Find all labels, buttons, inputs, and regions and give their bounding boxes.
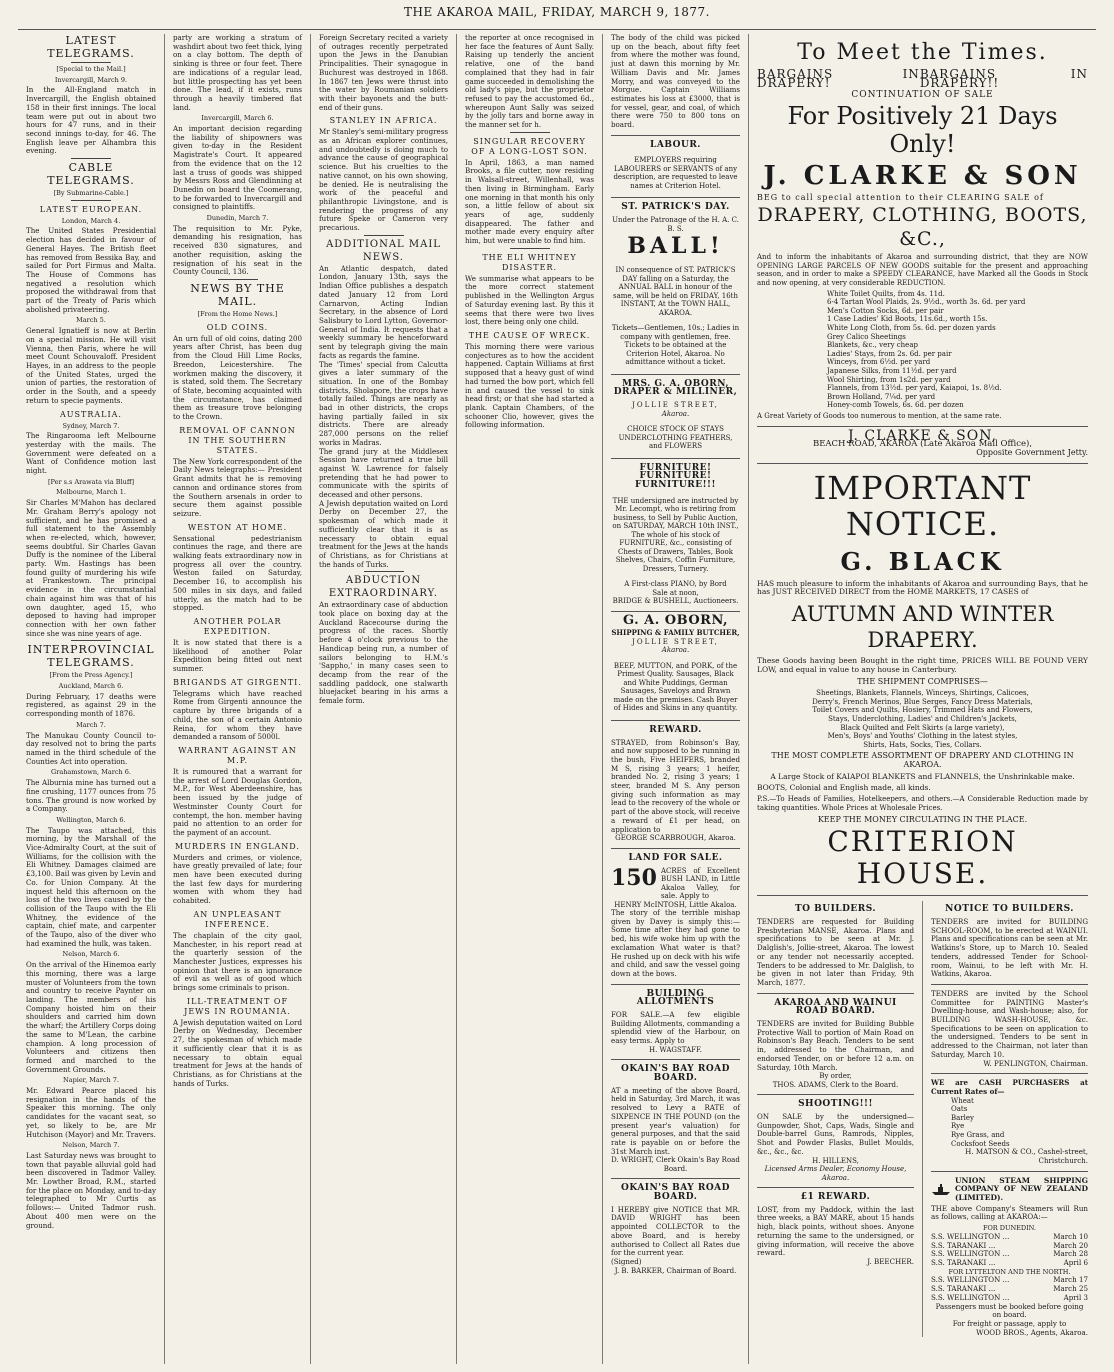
sailing-date: March 25 [1053, 1284, 1088, 1294]
masthead: THE AKAROA MAIL, FRIDAY, MARCH 9, 1877. [0, 0, 1114, 30]
article-text: During February, 17 deaths were registered, as against 29 in the corresponding month of 1876. [26, 691, 156, 719]
advertiser-name: D. WRIGHT, Clerk Okain's Bay Road Board. [611, 1156, 740, 1173]
article-text: An extraordinary case of abduction took place on boxing day at the Auckland Racecourse during the progress of the races. Shortly before 4 o'clock previous to the Handicap being run, a number of sailors belonging to H.M.'s 'Sappho,' in many cases seen to decamp from the rear of the saddling paddock, one stalwarth bluejacket bearing in his arms a female form. [319, 600, 448, 706]
section-heading: ILL-TREATMENT OF JEWS IN ROUMANIA. [184, 996, 291, 1016]
divider [931, 984, 1088, 985]
ad-text: TENDERS are invited for Building Bubble Protective Wall to portion of Main Road on Robinson's Bay Beach. Tenders to be sent in, addressed to the Chairman, and endorsed Tender, on or before 12 a.m. on Saturday, 10th March. [757, 1019, 914, 1072]
sailing-date: April 6 [1063, 1258, 1088, 1267]
article-text: party are working a stratum of washdirt about two feet thick, lying on a clay bottom. The depth of sinking is three or four feet. There are indications of a regular lead, but little prospecting has yet been done. The lead, if it exists, runs through a heavily timbered flat land. [173, 34, 302, 112]
divider [611, 197, 740, 198]
wainui-heading: AKAROA AND WAINUI ROAD BOARD. [774, 997, 897, 1017]
article-text: On the arrival of the Hinemoa early this morning, there was a large muster of Volunteers from the town and country to receive Paynter on landing. The members of his Company hoisted him on their shoulders and carried him down the wharf; the Artillery Corps doing the same to M'Lean, the carbine champion. A long procession of Volunteers and citizens then formed and marched to the Government Grounds. [26, 960, 156, 1074]
sale-text: Sale at noon, [652, 588, 699, 597]
ad-text: BEEF, MUTTON, and PORK, of the Primest Quality. Sausages, Black and White Puddings, German Sausages, Saveloys and Brawn made on the premises. Cash Buyer of Hides and Skins in any quantity. [613, 661, 738, 713]
section-heading: OLD COINS. [206, 322, 269, 332]
divider [71, 200, 111, 201]
article-text: In April, 1863, a man named Brooks, a file cutter, now residing in Walsall-street, Willenhall, was then living in Birmingham. Early one morning in that month his only son, a little fellow of about six years of age, suddenly disappeared. The father and mother made every enquiry after him, but were unable to find him. [465, 157, 594, 246]
ball-heading: BALL! [627, 233, 724, 260]
ad-text: THE above Company's Steamers will Run as follows, calling at AKAROA:— [931, 1203, 1088, 1222]
furniture-heading: FURNITURE! FURNITURE! FURNITURE!!! [635, 462, 716, 490]
article-text: It is now stated that there is a likelihood of another Polar Expedition being fitted out next summer. [173, 637, 302, 674]
dunedin-schedule [931, 1233, 1088, 1268]
builders-heading: TO BUILDERS. [794, 904, 877, 915]
article-text: An Atlantic despatch, dated London, January 13th, says the Indian Office publishes a despatch dated January 12 from Lord Carnarvon, Acting Indian Secretary, in the absence of Lord Salisbury to Lord Lytton, Governor-General of India. It requests that a weekly summary be henceforward sent by telegraph giving the main facts as regards the famine. [319, 263, 448, 360]
advertiser-name: H. HILLENS, [812, 1156, 859, 1165]
bargains-line [757, 67, 1088, 90]
clarke-name: J. CLARKE & SON, [848, 427, 997, 444]
section-heading: THE ELI WHITNEY DISASTER. [482, 252, 577, 272]
bargains-right: BARGAINS IN DRAPERY!! [919, 67, 1088, 90]
article-text: Telegrams which have reached Rome from Girgenti announce the capture by three brigands of a child, the son of a certain Antonio Reina, for whom they have demanded a ransom of 5000l. [173, 688, 302, 742]
list-item: White Toilet Quilts, from 4s. 11d. [827, 289, 945, 298]
article-text: Last Saturday news was brought to town that payable alluvial gold had been discovered in Tadmor Valley. Mr. Lowther Broad, R.M., started for the place on Monday, and to-day telegraphed to Mr Curtis as follows:— United Tadmor rush. About 400 men were on the ground. [26, 1150, 156, 1230]
ad-text: These Goods having been Bought in the right time, PRICES WILL BE FOUND VERY LOW, and equal in value to any house in Canterbury. [757, 656, 1088, 674]
dateline: March 7. [76, 720, 106, 729]
boots-text: BOOTS, Colonial and English made, all kinds. [757, 782, 931, 792]
section-heading: WESTON AT HOME. [187, 522, 288, 532]
for-lyttelton-heading: FOR LYTTELTON AND THE NORTH. [948, 1267, 1071, 1276]
article-text: An urn full of old coins, dating 200 years after Christ, has been dug from the Cloud Hill Lime Rocks, Breedon, Leicestershire. The workmen making the discovery, it is stated, sold them. The Secretary of State, becoming acquainted with the circumstance, has claimed them as treasure trove belonging to the Crown. [173, 333, 302, 422]
article-text: Sensational pedestrianism continues the rage, and there are walking feats extraordinary now in progress all over the country. Weston failed on Saturday, December 16, to accomplish his 500 miles in six days, and failed utterly, as the match had to be stopped. [173, 533, 302, 613]
union-heading: UNION STEAM SHIPPING COMPANY OF NEW ZEALAND (LIMITED). [955, 1175, 1088, 1203]
advertiser-name: W. PENLINGTON, Chairman. [983, 1058, 1088, 1068]
column-5 [602, 34, 748, 1364]
article-text: The story of the terrible mishap given by Davey is simply this:—Some time after they had gone to bed, his wife woke him up with the exclamation What water is that? He rushed up on deck with his wife and child, and saw the vessel going down at the bows. [611, 908, 740, 978]
criterion-title: CRITERION HOUSE. [827, 825, 1018, 891]
divider [611, 848, 740, 849]
list-item: 6-4 Tartan Wool Plaids, 2s. 9½d., worth 3s. 6d. per yard [827, 298, 1026, 307]
article-text: In the All-England match in Invercargill, the English obtained 158 in their first innings. The local team were put out in about two hours for 47 runs, and in their second innings to-day, for 46. The English leave per Alhambra this evening. [26, 85, 156, 156]
divider [757, 895, 1088, 896]
divider [757, 463, 1088, 464]
schedule-row [931, 1259, 1088, 1268]
ad-text: HAS much pleasure to inform the inhabitants of Akaroa and surrounding Bays, that he has JUST RECEIVED DIRECT from the HOME MARKETS, 17 CASES of [757, 578, 1088, 597]
lyttelton-schedule [931, 1276, 1088, 1302]
list-item: Stays, Underclothing, Ladies' and Children's Jackets, [828, 715, 1017, 724]
article-text: The requisition to Mr. Pyke, demanding his resignation, has received 830 signatures, and another requisition, asking the resignation of his seat in the County Council, 136. [173, 223, 302, 277]
ad-text: IN consequence of ST. PATRICK'S DAY falling on a Saturday, the ANNUAL BALL in honour of the same, will be held on FRIDAY, 16th INSTANT, At the TOWN HALL, AKAROA. [613, 266, 738, 317]
list-item: Derry's, French Merinos, Blue Serges, Fancy Dress Materials, [812, 697, 1033, 706]
ad-text: AT a meeting of the above Board, held in Saturday, 3rd March, it was resolved to Levy a RATE of SIXPENCE IN THE POUND (on the present year's valuation) for general purposes, and that the said rate is payable on or before the 31st March inst. [611, 1085, 740, 1156]
article-text: Sir Charles M'Mahon has declared Mr. Graham Berry's apology not sufficient, and he has promised a full statement to the Assembly when re-elected, which, however, seems doubtful. Sir Charles Gavan Duffy is the nominee of the Liberal party. Wm. Hastings has been found guilty of murdering his wife at Frankestown. The principal evidence in the circumstantial chain against him was that of his own daughter, aged 15, who deposed to having had improper connection with her own father since she was nine years of age. [26, 498, 156, 638]
union-header [931, 1177, 1088, 1203]
australia-heading: AUSTRALIA. [60, 409, 122, 419]
list-item: Ladies' Stays, from 2s. 6d. per pair [827, 349, 952, 358]
for-dunedin-heading: FOR DUNEDIN. [982, 1224, 1037, 1233]
dateline: London, March 4. [61, 216, 121, 225]
ad-text: FOR SALE.—A few eligible Building Allotments, commanding a splendid view of the Harbour, on easy terms. Apply to [611, 1010, 740, 1046]
opposite-text: Opposite Government Jetty. [976, 448, 1088, 458]
dateline: Nelson, March 7. [62, 1141, 120, 1150]
news-tag: [From the Home News.] [197, 309, 278, 318]
list-item: Rye Grass, and [951, 1131, 1005, 1140]
press-tag: [From the Press Agency.] [49, 671, 133, 680]
ad-text: ACRES of Excellent BUSH LAND, in Little Akaloa Valley, for sale. Apply to [660, 866, 740, 900]
article-text: The Taupo was attached, this morning, by the Marshall of the Vice-Admiralty Court, at the suit of Williams, for the collision with the Eli Whitney. Damages claimed are £3,100. Bail was given by Levin and Co. for Union Company. At the inquest held this afternoon on the loss of the two lives caused by the collision of the Taupo with the Eli Whitney, the evidence of the captain, chief mate, and carpenter of the Taupo, also of the diver who had examined the hulk, was taken. [26, 825, 156, 948]
list-item: Wool Shirting, from 1s2d. per yard [827, 375, 951, 384]
article-text: The body of the child was picked up on the beach, about fifty feet from where the mother was found, just at dawn this morning by Mr. William Davis and Mr. James Morry, and was conveyed to the Morgue. Captain Williams estimates his loss at £3000, that is for vessel, gear, and coal, of which there were 750 to 800 tons on board. [611, 34, 740, 130]
article-text: Foreign Secretary recited a variety of outrages recently perpetrated upon the Jews in the Danubian Principalities. Their synagogue in Buchurest was destroyed in 1868. In 1867 ten Jews were thrust into the water by Roumanian soldiers with their bayonets and the butt-end of their guns. [319, 34, 448, 112]
continuation-text: CONTINUATION OF SALE [851, 90, 994, 101]
section-heading: AN UNPLEASANT INFERENCE. [193, 909, 282, 929]
butcher-text: SHIPPING & FAMILY BUTCHER, [611, 628, 740, 638]
sailing-date: April 3 [1063, 1292, 1088, 1302]
variety-text: A Great Variety of Goods too numerous to mention, at the same rate. [757, 411, 1002, 420]
list-item: Brown Holland, 7¼d. per yard [827, 392, 936, 401]
sailing-date: March 20 [1053, 1240, 1088, 1250]
list-item: Shirts, Hats, Socks, Ties, Collars. [863, 740, 982, 749]
advertiser-name: GEORGE SCARBROUGH, Akaroa. [615, 834, 736, 843]
list-item: Wheat [951, 1096, 974, 1105]
grains-list [931, 1097, 1088, 1149]
list-item: Oats [951, 1105, 968, 1114]
list-item: Sheetings, Blankets, Flannels, Winceys, Shirtings, Calicoes, [816, 689, 1029, 698]
article-text: It is rumoured that a warrant for the arrest of Lord Douglas Gordon, M.P., for West Aberdeenshire, has been issued by the judge of Westminster County Court for contempt, the hon. member having paid no attention to an order for the payment of an account. [173, 767, 302, 837]
dateline: Napier, March 7. [63, 1076, 119, 1085]
complete-text: THE MOST COMPLETE ASSORTMENT OF DRAPERY AND CLOTHING IN AKAROA. [771, 751, 1074, 770]
ship-name: S.S. TARANAKI ... [931, 1258, 996, 1267]
divider [364, 571, 404, 572]
dateline: Invercargill, March 6. [201, 114, 274, 123]
meet-the-times-title: To Meet the Times. [797, 40, 1048, 65]
ad-text: WE are CASH PURCHASERS at Current Rates of— [931, 1078, 1088, 1096]
article-text: An important decision regarding the liability of shipowners was given to-day in the Resident Magistrate's Court. It appeared from the evidence that on the 12 last a truss of goods was shipped by Messrs Ross and Glendinning at Dunedin on board the Coomerang, to be forwarded to Invercargill and consigned to plaintiffs. [173, 124, 302, 212]
article-text: The 'Times' special from Calcutta gives a later summary of the situation. In one of the Bombay districts, Sholapore, the crops have totally failed. Things are nearly as bad in other districts, the crops having partially failed in six districts. There are already 287,000 persons on the relief works in Madras. [319, 359, 448, 447]
sailing-date: March 10 [1053, 1231, 1088, 1241]
list-item: Japanese Silks, from 11½d. per yard [827, 366, 957, 375]
list-item: Cocksfoot Seeds [951, 1139, 1010, 1148]
ad-text: CHOICE STOCK OF STAYS UNDERCLOTHING FEATHERS, and FLOWERS [618, 425, 733, 451]
article-text: A Jewish deputation waited on Lord Derby on Wednesday, December 27, the spokesman of which made it sufficiently clear that it is as necessary to obtain equal treatment for Jews at the hands of Christians, as for Christians at the hands of Turks. [173, 1017, 302, 1088]
special-tag: [Special to the Mail.] [56, 65, 126, 73]
list-item: Honey-comb Towels, 6s. 6d. per dozen [827, 401, 964, 410]
dateline: Auckland, March 6. [58, 682, 124, 691]
beg-text: BEG to call special attention to their CLEARING SALE of [757, 193, 1044, 203]
ad-text: And to inform the inhabitants of Akaroa and surrounding district, that they are NOW OPENING LARGE PARCELS OF NEW GOODS suitable for the present and approaching season, and in order to make a SPEEDY CLEARANCE, have Marked all the Goods in Stock and now opening, at very considerable REDUCTION. [757, 252, 1088, 287]
list-item: Blankets, &c., very cheap [827, 341, 918, 350]
divider [364, 235, 404, 236]
reward-heading: £1 REWARD. [800, 1192, 871, 1203]
advertiser-name: WOOD BROS., Agents, Akaroa. [976, 1327, 1088, 1337]
advertiser-name: THOS. ADAMS, Clerk to the Board. [772, 1080, 899, 1089]
list-item: Rye [951, 1122, 965, 1131]
piano-text: A First-class PIANO, by Bord [624, 580, 727, 589]
okain-heading: OKAIN'S BAY ROAD BOARD. [621, 1064, 730, 1084]
bargains-left: BARGAINS IN DRAPERY! [757, 67, 920, 90]
article-text: Mr. Edward Pearce placed his resignation in the hands of the Speaker this morning. The only candidates for the vacant seat, so yet, so likely to be, are Mr Hutchison (Mayor) and Mr. Travers. [26, 1086, 156, 1139]
list-item: Black Quilted and Felt Skirts (a large variety), [840, 723, 1005, 732]
clarke-title: J. CLARKE & SON [763, 161, 1082, 192]
divider [611, 374, 740, 375]
ad-text: ON SALE by the undersigned— Gunpowder, Shot, Caps, Wads, Single and Double-barrel Guns, Ramrods, Nipples, Shot and Powder Flasks, Bullet Moulds, &c., &c., &c. [757, 1112, 914, 1156]
list-item: 1 Case Ladies' Kid Boots, 11s.6d., worth 15s. [827, 315, 988, 324]
list-item: Barley [951, 1113, 974, 1122]
list-item: Men's, Boys' and Youths' Clothing in the latest styles, [827, 732, 1018, 741]
article-text: General Ignatieff is now at Berlin on a special mission. He will visit Vienna, then Paris, where he will meet Count Schouvaloff. President Hayes, in an address to the people of the United States, urged the union of parties, the restoration of order in the South, and a speedy return to specie payments. [26, 326, 156, 405]
column-6 [748, 34, 1096, 1364]
dateline: Sydney, March 7. [62, 421, 120, 430]
goborn-heading: G. A. OBORN, [622, 612, 729, 628]
article-text: The Manukau County Council to-day resolved not to bring the parts named in the third schedule of the Counties Act into operation. [26, 730, 156, 766]
column-4 [456, 34, 602, 1364]
labour-heading: LABOUR. [650, 139, 701, 150]
article-text: A Jewish deputation waited on Lord Derby on December 27, the spokesman of which made it sufficiently clear that it is as necessary to obtain equal treatment for the Jews at the hands of Christians, as for Christians at the hands of Turks. [319, 498, 448, 569]
autumn-title: AUTUMN AND WINTER DRAPERY. [791, 602, 1054, 653]
divider [510, 132, 550, 133]
patronage-text: Under the Patronage of the H. A. C. B. S. [612, 216, 739, 233]
divider [611, 135, 740, 136]
address-text: JOLLIE STREET, [632, 637, 719, 646]
list-item: Toilet Covers and Quilts, Hosiery, Trimmed Hats and Flowers, [812, 706, 1033, 715]
ad-text: STRAYED, from Robinson's Bay, and now supposed to be running in the bush, Five HEIFERS, branded M S, rising 3 years; 1 heifer, branded No. 2, rising 3 years; 1 steer, branded M S. Any person giving such information as may lead to the recovery of the whole or part of the above stock, will receive a reward of £1 per head, on application to [611, 737, 740, 834]
article-text: This morning there were various conjectures as to how the accident happened. Captain Williams at first supposed that a heavy gust of wind had turned the bow port, which fell in and caused the vessel to sink head first; or that she had started a plank. Captain Chambers, of the schooner Clio, however, gives the following information. [465, 341, 594, 430]
shooting-heading: SHOOTING!!! [798, 1099, 873, 1110]
divider [611, 720, 740, 721]
lower-left-ads [757, 901, 914, 1337]
additional-mail-news-heading: ADDITIONAL MAIL NEWS. [326, 238, 441, 263]
land-number: 150 [611, 864, 657, 891]
ship-name: S.S. TARANAKI ... [931, 1284, 996, 1294]
oborn-heading: MRS. G. A. OBORN, DRAPER & MILLINER, [613, 378, 738, 398]
section-heading: REMOVAL OF CANNON IN THE SOUTHERN STATES. [179, 425, 296, 455]
land-heading: LAND FOR SALE. [628, 852, 723, 863]
article-text: Mr Stanley's semi-military progress as an African explorer continues, and undoubtedly is doing much to advance the cause of geographical science. But his cruelties to the native cannot, on his own showing, be denied. He is neutralising the work of the peaceful and philanthropic Livingstone, and is rendering the progress of any future Speke or Cameron very precarious. [319, 127, 448, 233]
article-text: We summarise what appears to be the more correct statement published in the Wellington Argus of Saturday evening last. By this it seems that there were two lives lost, there being only one child. [465, 273, 594, 327]
section-heading: WARRANT AGAINST AN M.P. [178, 746, 297, 765]
auctioneers-text: BRIDGE & BUSHELL, Auctioneers. [612, 597, 739, 606]
divider [757, 1094, 914, 1095]
ad-text: TENDERS are requested for Building Presbyterian MANSE, Akaroa. Plans and specifications to be seen at Mr. J. Dalglish's, Jollie-street, Akaroa. The lowest or any tender not necessarily accepted. Tenders to be addressed to Mr. Dalglish, to be given in not later than Friday, 9th March, 1877. [757, 917, 914, 987]
divider [71, 158, 111, 159]
signed-text: (Signed) [611, 1257, 642, 1266]
lower-ads [757, 901, 1088, 1337]
list-item: Men's Cotton Socks, 6d. per pair [827, 306, 944, 315]
dateline: Invercargill, March 9. [54, 75, 128, 84]
per-ss-tag: [Per s.s Arawata via Bluff] [48, 477, 134, 486]
important-notice-title: IMPORTANT NOTICE. [813, 468, 1032, 543]
column-1 [18, 34, 164, 1364]
list-item: White Long Cloth, from 5s. 6d. per dozen yards [827, 324, 996, 332]
keep-text: KEEP THE MONEY CIRCULATING IN THE PLACE. [817, 814, 1028, 824]
section-heading: ANOTHER POLAR EXPEDITION. [193, 616, 282, 636]
divider [218, 279, 258, 280]
town-text: Akaroa. [661, 409, 690, 418]
divider [757, 1187, 914, 1188]
patrick-heading: ST. PATRICK'S DAY. [621, 202, 730, 213]
dateline: Grahamstown, March 6. [51, 768, 131, 777]
ship-name: S.S. TARANAKI ... [931, 1240, 996, 1250]
building-heading: BUILDING ALLOTMENTS [636, 988, 715, 1008]
article-text: The United States Presidential election has decided in favour of General Hayes. The British fleet has removed from Bessika Bay, and sailed for Port Firmus and Malta. The House of Commons has negatived a resolution which proposed the withdrawal from that part of the Treaty of Paris which abolished privateering. [26, 226, 156, 314]
divider [510, 248, 550, 249]
sailing-date: March 28 [1053, 1249, 1088, 1259]
drapery-line: DRAPERY, CLOTHING, BOOTS, &C., [757, 203, 1088, 250]
goods-list [757, 290, 1088, 410]
divider [931, 1171, 1088, 1172]
article-text: The chaplain of the city gaol, Manchester, in his report read at the quarterly session of the Manchester Justices, expresses his opinion that there is an ignorance of evil as well as of good which brings some criminals to prison. [173, 930, 302, 993]
divider [611, 984, 740, 985]
ad-text: TENDERS are invited for BUILDING SCHOOL-ROOM, to be erected at WAINUI. Plans and specifications can be seen at Mr. Watkins's Store, up to March 10. Sealed tenders, addressed Tender for School-room, Wainui, to be left with Mr. H. Watkins, Akaroa. [931, 917, 1088, 979]
section-heading: STANLEY IN AFRICA. [329, 116, 438, 126]
dateline: Nelson, March 6. [62, 950, 120, 959]
divider [71, 62, 111, 63]
abduction-heading: ABDUCTION EXTRAORDINARY. [328, 575, 439, 600]
ship-name: S.S. WELLINGTON ... [931, 1275, 1010, 1285]
latest-european-heading: LATEST EUROPEAN. [39, 204, 143, 214]
dateline: Wellington, March 6. [56, 815, 126, 824]
advertiser-name: J. B. BARKER, Chairman of Board. [614, 1266, 737, 1275]
article-text: The grand jury at the Middlesex Session have returned a true bill against W. Lawrence for falsely pretending that he had power to communicate with the spirits of deceased and other persons. [319, 446, 448, 500]
shipment-list [757, 689, 1088, 749]
latest-telegrams-heading: LATEST TELEGRAMS. [47, 34, 135, 60]
section-heading: THE CAUSE OF WRECK. [468, 330, 591, 340]
notice-heading: NOTICE TO BUILDERS. [945, 904, 1074, 915]
ad-text: TENDERS are invited by the School Committee for PAINTING Master's Dwelling-house, and Wash-house; also, for BUILDING WASH-HOUSE, &c. Specifications to be seen on application to the undersigned. Tenders to be sent in addressed to the Chairman, not later than Saturday, March 10. [931, 988, 1088, 1059]
advertiser-name: J. BEECHER. [867, 1256, 914, 1266]
list-item: Flannels, from 13½d. per yard, Kaiapoi, 1s. 8½d. [827, 384, 1002, 393]
town-text: Akaroa. [661, 646, 690, 655]
article-text: The Ringarooma left Melbourne yesterday with the mails. The Government were defeated on a Want of Confidence motion last night. [26, 431, 156, 476]
black-title: G. BLACK [840, 546, 1005, 576]
divider [757, 426, 1088, 427]
steamship-icon [931, 1184, 951, 1196]
reward-heading: REWARD. [649, 724, 702, 735]
section-heading: MURDERS IN ENGLAND. [175, 841, 300, 851]
shipment-heading: THE SHIPMENT COMPRISES— [857, 676, 988, 686]
beach-road-text: BEACH ROAD, AKAROA (Late Akaroa Mail Office), [812, 439, 1033, 450]
column-2 [164, 34, 310, 1364]
section-heading: BRIGANDS AT GIRGENTI. [173, 677, 302, 687]
ad-text: LOST, from my Paddock, within the last three weeks, a BAY MARE, about 15 hands high, black points, without shoes. Anyone returning the same to the undersigned, or giving information, will receive the above reward. [757, 1204, 914, 1258]
article-text: The Alburnia mine has turned out a fine crushing, 1177 ounces from 75 tons. The ground is now worked by a Company. [26, 778, 156, 814]
divider [611, 458, 740, 459]
ad-text: I HEREBY give NOTICE that MR. DAVID WRIGHT has been appointed COLLECTOR to the above Board, and is hereby authorised to Collect all Rates due for the current year. [611, 1204, 740, 1258]
okain2-heading: OKAIN'S BAY ROAD BOARD. [621, 1183, 730, 1203]
interprovincial-heading: INTERPROVINCIAL TELEGRAMS. [27, 643, 155, 670]
divider [71, 640, 111, 641]
ship-name: S.S. WELLINGTON ... [931, 1292, 1010, 1302]
article-text: the reporter at once recognised in her face the features of Aunt Sally. Raising up tenderly the ancient relative, one of the band complained that they had in fair game succeeded in demolishing the old lady's pipe, but the proprietor refused to pay the accustomed 6d., whereupon Aunt Sally was seized by the jolly tars and borne away in the manner set for h. [465, 34, 594, 130]
dateline: March 5. [76, 316, 106, 325]
stock-text: A Large Stock of KAIAPOI BLANKETS and FLANNELS, the Unshrinkable make. [770, 771, 1075, 781]
divider [931, 1073, 1088, 1074]
ship-name: S.S. WELLINGTON ... [931, 1249, 1010, 1259]
list-item: Winceys, from 6½d. per yard [827, 358, 931, 367]
address-text: JOLLIE STREET, [632, 401, 719, 410]
divider [611, 611, 740, 612]
advertiser-name: H. WAGSTAFF. [648, 1045, 703, 1054]
ad-text: THE undersigned are instructed by Mr. Lecompt, who is retiring from business, to Sell by Public Auction, on SATURDAY, MARCH 10th INST., The whole of his stock of FURNITURE, &c., consisting of Chests of Drawers, Tables, Book Shelves, Chairs, Coffin Furniture, Dressers, Turnery. [612, 496, 739, 573]
list-item: Grey Calico Sheetings [827, 332, 906, 341]
divider [611, 1059, 740, 1060]
by-order-text: By order, [819, 1072, 852, 1081]
news-by-mail-heading: NEWS BY THE MAIL. [190, 281, 285, 308]
ps-text: P.S.—To Heads of Families, Hotelkeepers, and others.—A Considerable Reduction made by taking quantities. Whole Prices at Wholesale Prices. [757, 795, 1088, 812]
cable-telegrams-heading: CABLE TELEGRAMS. [47, 161, 135, 188]
cable-tag: [By Submarine-Cable.] [53, 189, 129, 198]
ad-text: Tickets—Gentlemen, 10s.; Ladies in company with gentlemen, free. Tickets to be obtained at the Criterion Hotel, Akaroa. No admittance without a ticket. [611, 324, 740, 367]
freight-text: For freight or passage, apply to [952, 1318, 1067, 1328]
divider [611, 1178, 740, 1179]
sailing-date: March 17 [1053, 1275, 1088, 1285]
article-text: Murders and crimes, or violence, have greatly prevailed of late; four men have been executed during the last few days for murdering women with whom they had cohabited. [173, 852, 302, 906]
licensed-text: Licensed Arms Dealer, Economy House, Akaroa. [764, 1165, 907, 1182]
article-text: The New York correspondent of the Daily News telegraphs:— President Grant admits that he is removing cannon and ordinance stores from the Southern arsenals in order to secure them against possible seizure. [173, 456, 302, 518]
advertiser-name: H. MATSON & CO., Cashel-street, Christchurch. [965, 1147, 1088, 1165]
passengers-text: Passengers must be booked before going on board. [935, 1301, 1084, 1320]
column-3 [310, 34, 456, 1364]
ship-name: S.S. WELLINGTON ... [931, 1231, 1010, 1241]
advertiser-name: HENRY McINTOSH, Little Akaloa. [614, 900, 737, 909]
ad-text: EMPLOYERS requiring LABOURERS or SERVANTS of any description, are requested to leave names at Criterion Hotel. [613, 156, 738, 190]
dateline: Dunedin, March 7. [206, 214, 269, 223]
lower-right-ads [922, 901, 1088, 1337]
divider [757, 993, 914, 994]
section-heading: SINGULAR RECOVERY OF A LONG-LOST SON. [471, 136, 588, 156]
dateline: Melbourne, March 1. [56, 488, 126, 497]
positively-title: For Positively 21 Days Only! [787, 102, 1058, 159]
